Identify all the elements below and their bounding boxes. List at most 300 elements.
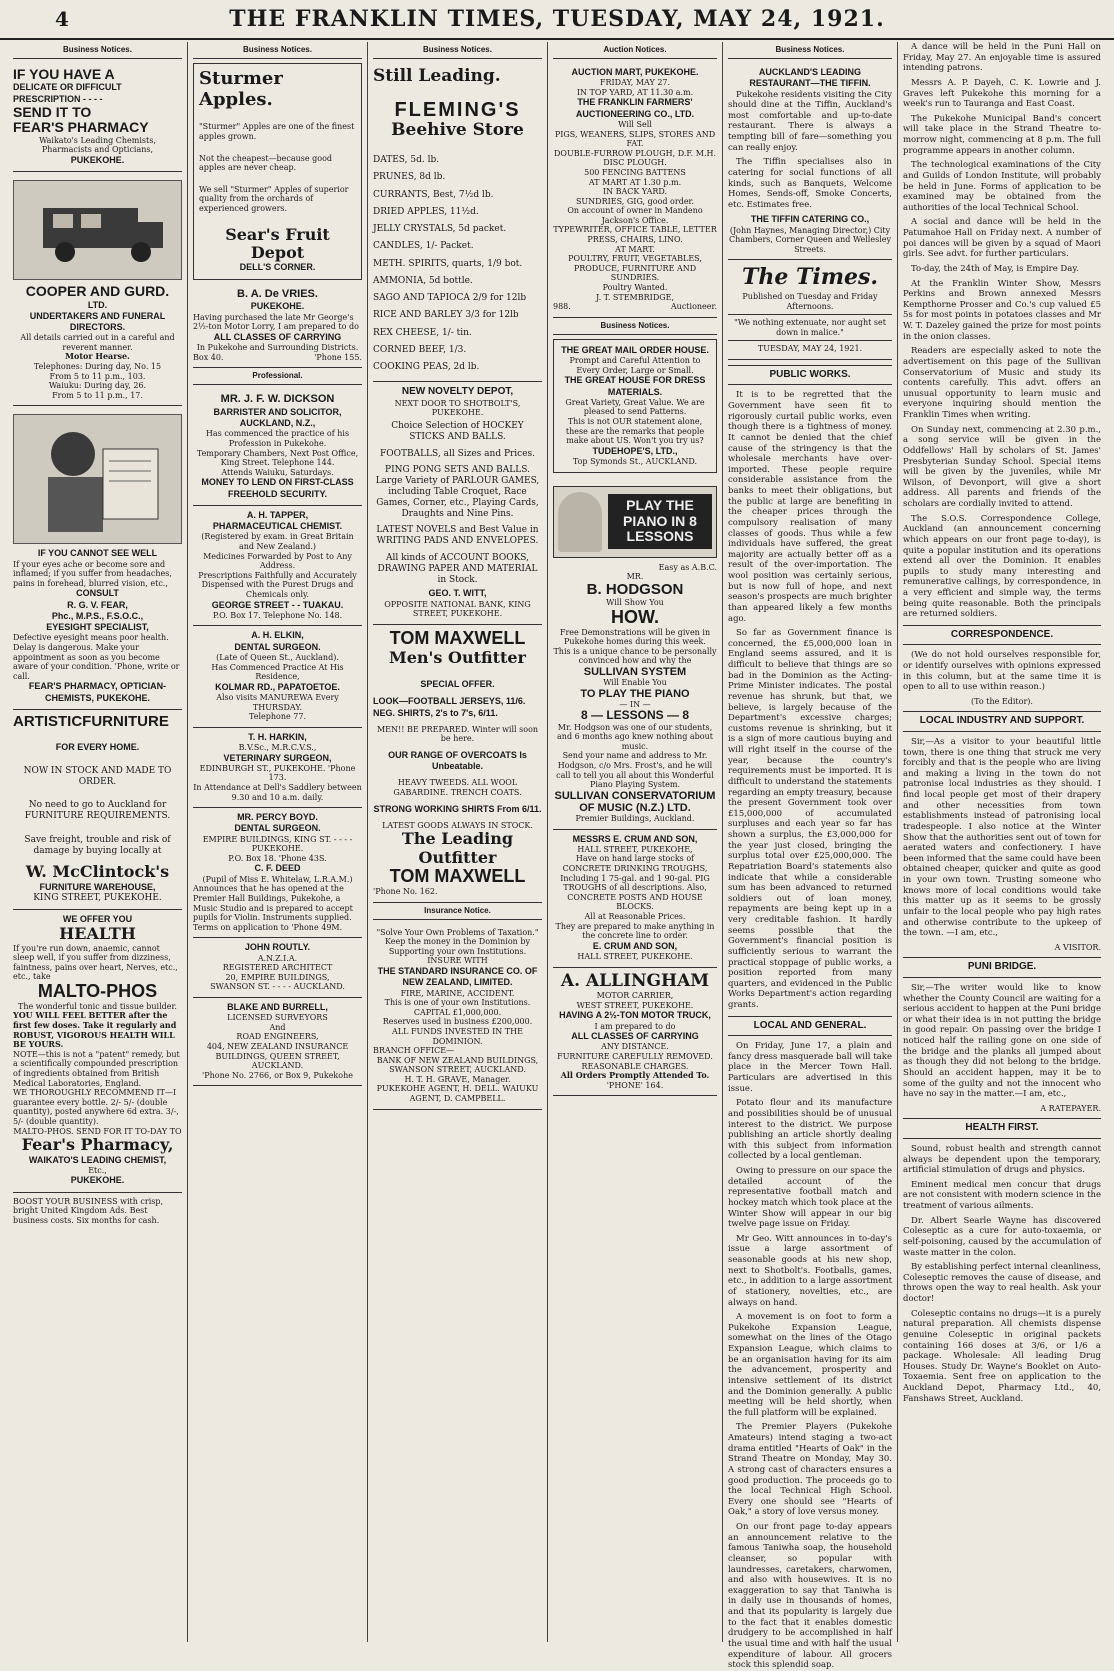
auction-list-item: AT MART AT 1.30 p.m.	[588, 177, 682, 187]
ad-text: P.O. Box 18. 'Phone 43S.	[228, 853, 327, 863]
article-heading: HEALTH FIRST.	[903, 1118, 1101, 1139]
ad-text: SPECIAL OFFER.	[420, 679, 495, 690]
ad-text: BANK OF NEW ZEALAND BUILDINGS, SWANSON STREET, AUCKLAND.	[376, 1055, 539, 1075]
ad-text: Has commenced the practice of his Profession in Pukekohe.	[205, 429, 350, 449]
auction-list-item: On account of owner in Mandeno Jackson's Office.	[567, 206, 703, 225]
column-2	[188, 42, 368, 1642]
ad-text: In Pukekohe and Surrounding Districts.	[196, 343, 359, 352]
ad-text: IN TOP YARD, AT 11.30 a.m.	[576, 87, 694, 97]
reader-illustration	[13, 414, 182, 544]
ad-heading: A. H. TAPPER,	[246, 509, 309, 520]
portrait-icon	[558, 492, 602, 552]
ad-text: From 5 to 11 p.m., 17.	[52, 390, 143, 400]
novelty-list-item: All kinds of ACCOUNT BOOKS, DRAWING PAPER AND MATERIAL in Stock.	[377, 553, 538, 585]
novelty-list-item: Choice Selection of HOCKEY STICKS AND BALLS.	[391, 421, 524, 442]
ad-heading: T. H. HARKIN,	[248, 731, 307, 742]
ad-text: Having purchased the late Mr George's 2½-ton Motor Lorry, I am prepared to do	[193, 312, 359, 332]
article-paragraph: The S.O.S. Correspondence College, Auckland (an announcement concerning which appears on our front page to-day), is quite a popular institution and its operations extend all over the Dominion. It enables pupils to study many interesting and remunerative callings, by correspondence, in a very efficient and simple way, the terms being quite reasonable. Both the principals are returned soldiers.	[903, 513, 1101, 620]
piano-lessons-ad	[553, 477, 717, 830]
ad-heading: GEO. T. WITT,	[428, 588, 487, 599]
ad-text: If you're run down, anaemic, cannot sleep well, if you suffer from dizziness, faintness, pains over heart, Nerves, etc., etc., take	[13, 943, 178, 982]
ad-text: ROAD ENGINEERS,	[236, 1032, 319, 1042]
ad-heading: Sear's Fruit Depot	[225, 224, 330, 262]
ad-text: Attends Waiuku, Saturdays.	[221, 467, 334, 477]
ad-heading: Still Leading.	[373, 66, 501, 86]
ad-subheading: DELICATE OR DIFFICULT PRESCRIPTION - - - -	[13, 82, 122, 104]
column-3	[368, 42, 548, 1642]
ad-heading: AUCKLAND'S LEADING RESTAURANT—THE TIFFIN.	[749, 67, 871, 89]
ad-text: Defective eyesight means poor health. Delay is dangerous. Make your appointment as soon as you become aware of your condition. 'Phone, write or call.	[13, 633, 180, 681]
article-paragraph: To-day, the 24th of May, is Empire Day.	[911, 263, 1079, 274]
ad-heading: W. McClintock's	[25, 862, 170, 882]
ad-text: P.O. Box 17. Telephone No. 148.	[212, 610, 343, 620]
column-6	[898, 42, 1106, 1642]
page-number: 4	[55, 7, 69, 31]
ad-subheading: LTD.	[87, 299, 108, 310]
section-header: Business Notices.	[373, 42, 542, 59]
section-header: Auction Notices.	[553, 42, 717, 59]
ad-text: (Late of Queen St., Auckland).	[216, 652, 339, 662]
ad-text: Will Show You	[606, 598, 664, 608]
ad-text: CONSULT	[76, 588, 119, 599]
ad-text: HAVING A 2½-TON MOTOR TRUCK,	[559, 1010, 711, 1021]
dickson-ad	[193, 389, 362, 506]
article-heading: LOCAL AND GENERAL.	[728, 1016, 892, 1037]
article-paragraph: Readers are especially asked to note the advertisement on this page of the Sullivan Conservatorium of Music and study its contents carefully. This advt. offers an unusual opportunity to learn music and everyone inquiring should mention the Franklin Times when writing.	[903, 346, 1101, 420]
ad-contact	[193, 353, 362, 363]
ad-text: A.N.Z.I.A.	[257, 953, 298, 963]
furniture-ad	[13, 710, 182, 910]
ad-text: (Pupil of Miss E. Whitelaw, L.R.A.M.)	[202, 874, 353, 884]
auction-list-item: SUNDRIES, GIG, good order.	[575, 196, 695, 206]
times-masthead	[728, 260, 892, 359]
ad-heading: MR. J. F. W. DICKSON	[220, 393, 335, 406]
letter-signature: A RATEPAYER.	[1040, 1103, 1101, 1113]
ad-text: PUKEKOHE AGENT, H. DELL. WAIUKU AGENT, D. CAMPBELL.	[376, 1084, 539, 1104]
auction-list-item: 500 FENCING BATTENS	[584, 167, 686, 177]
ad-text: 'Phone No. 2766, or Box 9, Pukekohe	[202, 1070, 353, 1080]
article-paragraph: Mr Geo. Witt announces in to-day's issue a large assortment of seasonable goods at his new shop, next to Shotbolt's. Footballs, games, etc., in addition to a large assortment of stationery, novelties, etc., are always on hand.	[728, 1233, 892, 1308]
newspaper-title: THE FRANKLIN TIMES, TUESDAY, MAY 24, 1921.	[229, 6, 885, 32]
article-paragraph: The Pukekohe Municipal Band's concert will take place in the Strand Theatre to-morrow night, commencing at 8 p.m. The full programme appears in another column.	[903, 113, 1101, 156]
ad-text: Motor Hearse.	[65, 351, 130, 362]
ad-text: Prompt and Careful Attention to Every Order, Large or Small.	[569, 356, 701, 375]
ad-text: WE THOROUGHLY RECOMMEND IT—I guarantee every bottle. 2/- 5/- (double quantity), posted anywhere 6d extra. 3/-, 5/- (double quantity).	[13, 1088, 179, 1126]
ad-heading: The Leading Outfitter	[401, 829, 514, 867]
auction-list-item: AT MART.	[615, 244, 655, 254]
novelty-depot-ad	[373, 382, 542, 624]
ad-text: 404, NEW ZEALAND INSURANCE BUILDINGS, QUEEN STREET, AUCKLAND.	[206, 1041, 349, 1071]
ad-heading: IF YOU CANNOT SEE WELL	[37, 548, 158, 559]
ad-text: FRIDAY, MAY 27.	[599, 78, 671, 88]
ad-heading: HOW.	[611, 606, 659, 627]
ad-text: FURNITURE WAREHOUSE,	[39, 881, 156, 892]
ad-subheading: UNDERTAKERS AND FUNERAL DIRECTORS.	[29, 310, 166, 332]
devries-ad	[193, 284, 362, 369]
ad-text: No need to go to Auckland for FURNITURE REQUIREMENTS.	[24, 800, 171, 822]
newspaper-columns	[8, 42, 1106, 1671]
auction-list-item: IN BACK YARD.	[602, 187, 668, 197]
ad-text: R. G. V. FEAR,	[67, 599, 128, 610]
editor-note: (We do not hold ourselves responsible for, or identify ourselves with opinions expressed in this column, but at the same time it is open to all to use within reason.)	[903, 650, 1101, 693]
ad-text: FURNITURE CAREFULLY REMOVED.	[557, 1051, 713, 1061]
piano-banner	[553, 486, 717, 558]
auction-list-item: POULTRY, FRUIT, VEGETABLES, PRODUCE, FURNITURE AND SUNDRIES.	[568, 254, 702, 283]
ad-text: Also visits MANUREWA Every THURSDAY.	[216, 692, 339, 712]
ad-text: Will Sell	[618, 119, 652, 129]
ad-text: EMPIRE BUILDINGS, KING ST. - - - - PUKEKOHE.	[202, 834, 353, 854]
ad-text: Phc., M.P.S., F.S.O.C.,	[51, 610, 144, 621]
eyesight-ad	[13, 406, 182, 710]
ad-text: If your eyes ache or become sore and inflamed; if you suffer from headaches, pains in forehead, blurred vision, etc.,	[13, 559, 172, 588]
ad-text: Not the cheapest—because good apples are never cheap.	[199, 153, 333, 173]
price-list-item: CANDLES, 1/- Packet.	[373, 241, 474, 252]
ad-text: Prescriptions Faithfully and Accurately Dispensed with the Purest Drugs and Chemicals only.	[198, 570, 357, 599]
ad-heading: B. A. De VRIES.	[237, 287, 318, 300]
article-paragraph: On Friday, June 17, a plain and fancy dress masquerade ball will take place in the Mercer Town Hall. Particulars are advertised in this issue.	[728, 1041, 892, 1094]
ad-text: LICENSED SURVEYORS	[227, 1013, 328, 1023]
ad-text: 'Phone No. 162.	[373, 887, 438, 897]
allingham-ad	[553, 968, 717, 1097]
ad-text: Keep the money in the Dominion by Supporting your own Institutions. INSURE WITH	[384, 937, 531, 966]
paper-motto: "We nothing extenuate, nor aught set down in malice."	[734, 318, 886, 337]
ad-text: THE FRANKLIN FARMERS' AUCTIONEERING CO., LTD.	[575, 97, 695, 119]
ad-text: BARRISTER AND SOLICITOR, AUCKLAND, N.Z.,	[213, 406, 342, 429]
ad-text: LOOK—FOOTBALL JERSEYS, 11/6.	[373, 696, 526, 707]
ad-text: NOW IN STOCK AND MADE TO ORDER.	[23, 765, 172, 787]
ad-text: H. T. H. GRAVE, Manager.	[404, 1074, 511, 1084]
novelty-list	[373, 418, 542, 588]
novelty-list-item: FOOTBALLS, all Sizes and Prices.	[379, 448, 536, 459]
hearse-illustration	[13, 180, 182, 280]
price-list-item: PRUNES, 8d lb.	[373, 172, 446, 183]
auction-list-item: Poultry Wanted.	[602, 283, 668, 293]
ad-text: "Sturmer" Apples are one of the finest apples grown.	[199, 122, 355, 141]
ad-text: I am prepared to do	[594, 1021, 676, 1031]
article-paragraph: A movement is on foot to form a Pukekohe Expansion League, somewhat on the lines of the Otago Expansion League, which claims to be an organisation having for its aim the advancement, prosperity and intensive settlement of its district and the Dominion generally. A public meeting will be held shortly, when the full platform will be explained.	[728, 1312, 892, 1418]
elkin-ad	[193, 626, 362, 727]
ad-heading: BLAKE AND BURRELL,	[227, 1001, 328, 1012]
blake-burrell-ad	[193, 998, 362, 1086]
tiffin-ad	[728, 63, 892, 260]
letter-paragraph: Sir,—The writer would like to know whether the County Council are waiting for a serious accident to happen at the Puni bridge or what their idea is in not putting the bridge in good repair. On passing over the bridge I noticed half the railing gone on one side of the bridge and the planks all jumped about as though they did not belong to the bridge. Should an accident happen, may it be to some of the guilty and not the innocent who have no say in the matter.—I am, etc.,	[903, 982, 1101, 1100]
issue-date: TUESDAY, MAY 24, 1921.	[757, 344, 863, 354]
ad-text: Premier Buildings, Auckland.	[575, 813, 695, 823]
ad-heading: SULLIVAN CONSERVATORIUM OF MUSIC (N.Z.) LTD.	[554, 789, 716, 814]
ad-text: This is a unique chance to be personally convinced how and why the	[553, 646, 717, 666]
column-5	[723, 42, 898, 1671]
article-paragraph: Potato flour and its manufacture and possibilities should be of unusual interest to the district. We purpose publishing an article shortly dealing with this subject from information collected by a local gentleman.	[728, 1098, 892, 1162]
ad-text: YOU WILL FEEL BETTER after the first few doses. Take it regularly and ROBUST, VIGOROUS HEALTH WILL BE YOURS.	[13, 1010, 177, 1050]
ad-heading: JOHN ROUTLY.	[244, 942, 311, 953]
ad-heading: Beehive Store	[391, 119, 524, 140]
ad-text: — IN —	[619, 699, 651, 709]
ad-text: We sell "Sturmer" Apples of superior quality from the orchards of experienced growers.	[199, 184, 349, 213]
article-paragraph: At the Franklin Winter Show, Messrs Perkins and Brown annexed Messrs Kempthorne Prosser and Co.'s cup valued £5 5s for most points in potatoes classes and Mr W. T. Dazeley gained the prize for most points in the onion classes.	[903, 278, 1101, 342]
ad-text: HEAVY TWEEDS. ALL WOOL GABARDINE. TRENCH COATS.	[393, 778, 522, 798]
letter-paragraph: Sir,—As a visitor to your beautiful little town, there is one thing that struck me very forcibly and that is the people who are living and making a living in the town do not patronise local industries as they should. I find local people get most of their drapery and other necessities from town establishments instead of patronising local tradespeople. I also notice at the Winter Show that the authorities sent out of town for aerated waters and confectionery. I have been informed that the same could have been obtained cheaper, quicker and quite as good in your own town. Trusting someone who knows more of local conditions would take this matter up as it seems to be grossly unfair to the local people who pay high rates and otherwise contribute to the upkeep of the town. —I am, etc.,	[903, 736, 1101, 939]
ad-heading: TOM MAXWELL	[389, 627, 526, 648]
ad-text: 'PHONE' 164.	[606, 1080, 664, 1090]
ad-text: NEG. SHIRTS, 2's to 7's, 6/11.	[373, 707, 498, 718]
ad-text: Great Variety, Great Value. We are pleased to send Patterns.	[565, 397, 705, 417]
column-4	[548, 42, 723, 1642]
price-list-item: COOKING PEAS, 2d lb.	[373, 362, 480, 373]
ad-text: MR.	[626, 572, 644, 582]
ad-heading: A. H. ELKIN,	[251, 630, 304, 641]
ad-heading: TOM MAXWELL	[389, 866, 526, 887]
piano-banner-text: PLAY THE PIANO IN 8 LESSONS	[608, 494, 712, 548]
section-header: Business Notices.	[193, 42, 362, 59]
ad-phone: 'Phone 155.	[314, 352, 362, 362]
ad-text: (John Haynes, Managing Director,) City Chambers, Corner Queen and Wellesley Streets.	[728, 225, 892, 254]
ad-heading: HEALTH	[59, 924, 136, 944]
ad-text: Pukekohe residents visiting the City should dine at the Tiffin, Auckland's most comfortable and up-to-date restaurant. There is always a tempting bill of fare—something you can really enjoy.	[728, 89, 892, 153]
ad-text: All Orders Promptly Attended To.	[560, 1070, 710, 1081]
ad-text: ALL CLASSES OF CARRYING	[213, 331, 342, 342]
crum-son-ad	[553, 830, 717, 968]
section-header: Business Notices.	[553, 318, 717, 335]
article-paragraph: By establishing perfect internal cleanliness, Coleseptic removes the cause of disease, and throws open the way to real health. Ask your doctor!	[903, 1262, 1101, 1305]
ad-text: All at Reasonable Prices.	[584, 911, 686, 921]
ad-heading: FEAR'S PHARMACY	[13, 119, 149, 136]
ad-text: HALL STREET, PUKEKOHE,	[577, 844, 693, 854]
article-paragraph: On our front page to-day appears an announcement relative to the famous Taniwha soap, the household cleanser, so popular with laundresses, caretakers, charwomen, and also with housewives. It is no exaggeration to say that Taniwha is in daily use in thousands of homes, and that its popularity is largely due to the fact that it enables domestic drudgery to be accomplished in half the usual time and with half the usual expenditure of labour. All grocers stock this splendid soap.	[728, 1522, 892, 1671]
ad-footer	[553, 302, 717, 312]
ad-heading: SULLIVAN SYSTEM	[583, 666, 687, 679]
article-paragraph: On Sunday next, commencing at 2.30 p.m., a song service will be given in the Oddfellows' Hall by scholars of St. James' Presbyterian Sunday School. Special items will be given by the juveniles, while Mr Wilson, of Devonport, will give a short address. All parents and friends of the scholars are cordially invited to attend.	[903, 424, 1101, 509]
ad-text: NOTE—this is not a "patent" remedy, but a scientifically compounded prescription of ingredients obtained from British Medical Laboratories, England.	[13, 1049, 180, 1088]
ad-text: GEORGE STREET - - TUAKAU.	[211, 599, 344, 610]
ad-text: SWANSON ST. - - - - AUCKLAND.	[210, 982, 345, 992]
ad-text: CONCRETE POSTS AND HOUSE BLOCKS.	[567, 892, 703, 912]
ad-heading: 8 — LESSONS — 8	[580, 708, 690, 723]
price-list-item: DRIED APPLES, 11½d.	[373, 206, 479, 217]
article-paragraph: The technological examinations of the City and Guilds of London Institute, will probably be held in June. Forms of application to be examined may be obtained from the authorities of the local Technical School.	[903, 160, 1101, 213]
harkin-ad	[193, 728, 362, 808]
ad-text: Temporary Chambers, Next Post Office, King Street. Telephone 144.	[196, 448, 359, 468]
ad-text: Waikato's Leading Chemists, Pharmacists and Opticians,	[39, 135, 156, 155]
ad-text: Reserves used in business £200,000.	[382, 1017, 533, 1027]
article-paragraph: Eminent medical men concur that drugs are not consistent with modern science in the treatment of various ailments.	[903, 1179, 1101, 1212]
price-list-item: RICE AND BARLEY 3/3 for 12lb	[373, 310, 519, 321]
ad-text: Etc.,	[88, 1165, 107, 1175]
insurance-ad	[373, 924, 542, 1110]
ad-ref: 988.	[553, 302, 571, 312]
ad-heading: MALTO-PHOS	[37, 981, 158, 1002]
ad-text: DELL'S CORNER.	[239, 262, 316, 273]
mail-order-ad	[553, 339, 717, 473]
ad-text: Telephones: During day, No. 15	[33, 362, 162, 372]
ad-text: Has Commenced Practice At His Residence,	[211, 662, 344, 682]
ad-text: And	[269, 1022, 286, 1032]
ad-text: MEN!! BE PREPARED. Winter will soon be here.	[376, 724, 539, 744]
ad-text: This is not OUR statement alone, these are the remarks that people make about US. Won't you try us?	[565, 416, 705, 446]
ad-heading: THE STANDARD INSURANCE CO. OF NEW ZEALAND, LIMITED.	[377, 966, 538, 988]
ad-text: WE OFFER YOU	[62, 914, 133, 925]
ad-text: Send your name and address to Mr. Hodgson, c/o Mrs. Frost's, and he will call to tell you all about this Wonderful Piano Playing System.	[556, 751, 714, 790]
letter-signature: A VISITOR.	[1054, 942, 1101, 952]
reading-man-icon	[23, 419, 173, 539]
ad-text: From 5 to 11 p.m., 103.	[49, 371, 146, 381]
article-heading: PUNI BRIDGE.	[903, 957, 1101, 978]
ad-heading: B. HODGSON	[586, 580, 684, 598]
ad-heading: SEND IT TO	[13, 103, 92, 120]
ad-text: VETERINARY SURGEON,	[223, 752, 332, 763]
ad-text: WAIKATO'S LEADING CHEMIST,	[28, 1154, 167, 1165]
ad-text: B.V.Sc., M.R.C.V.S.,	[238, 742, 317, 752]
column-1	[8, 42, 188, 1642]
article-paragraph: So far as Government finance is concerned, the £5,000,000 loan in England seems assured, and it is difficult to believe that things are so bad in the Dominion as the Acting-Prime Minister indicates. The postal revenue has shrunk, but that, we believe, is largely because of the Department's excessive charges; customs revenue is shrinking, but it is a sign of more cautious buying and will right itself in the course of the year, because the country's requirements must be imported. It is difficult to understand the statements regarding an empty treasury, because the present Government took over £15,000,000 of accumulated surpluses and each year so far has shown a surplus, the £3,000,000 for the year just closed, bringing the surplus total over £25,000,000. The Repatriation Board's statements also indicate that while a considerable sum has been advanced to returned soldiers out of loan money, repayments are being kept up in a very creditable fashion. It hardly seems possible that the Government's financial position is sufficiently serious to warrant the practical stoppage of public works, a position reported from many quarters, and evidenced in the Public Works Department's action regarding grants.	[728, 628, 892, 1010]
ad-heading: MR. PERCY BOYD.	[237, 812, 318, 823]
routly-ad	[193, 938, 362, 998]
article-paragraph: The Premier Players (Pukekohe Amateurs) intend staging a two-act drama entitled "Hearts of Oak" in the Strand Theatre on Monday, May 30. A strong cast of characters ensures a good production. The proceeds go to the local Technical High School. Every one should see "Hearts of Oak," a story of love versus money.	[728, 1422, 892, 1518]
ad-text: Save freight, trouble and risk of damage by buying locally at	[24, 834, 171, 856]
paper-name: The Times.	[741, 264, 879, 291]
section-header: Professional.	[193, 368, 362, 385]
ad-text: MALTO-PHOS. SEND FOR IT TO-DAY TO	[13, 1126, 182, 1136]
price-list-item: SAGO AND TAPIOCA 2/9 for 12lb	[373, 293, 527, 304]
ad-text: Medicines Forwarded by Post to Any Address.	[203, 551, 352, 571]
auction-list-item: PIGS, WEANERS, SLIPS, STORES AND FAT.	[554, 129, 716, 149]
ad-text: WEST STREET, PUKEKOHE.	[576, 1000, 694, 1010]
hearse-icon	[23, 190, 173, 270]
novelty-list-item: PING PONG SETS AND BALLS. Large Variety of PARLOUR GAMES, including Table Croquet, Race Games, Corner, etc., Playing Cards, Draughts and Nine Pins.	[375, 465, 540, 519]
tapper-ad	[193, 506, 362, 627]
ad-heading: THE TIFFIN CATERING CO.,	[750, 214, 870, 225]
ad-heading: Sturmer Apples.	[199, 68, 283, 110]
section-header: Business Notices.	[13, 42, 182, 59]
ad-footer: FEAR'S PHARMACY, OPTICIAN-CHEMISTS, PUKEKOHE.	[28, 681, 167, 703]
ad-text: STRONG WORKING SHIRTS From 6/11.	[373, 803, 542, 814]
ad-heading: COOPER AND GURD.	[25, 283, 170, 300]
ad-place: PUKEKOHE.	[70, 154, 125, 165]
article-paragraph: It is to be regretted that the Government have seen fit to rigorously curtail public works, even though there is a tightness of money. It cannot be denied that the chief cause of the stringency is that the wholesale merchants have over-imported. These people require considerable assistance from the banks to meet their obligations, but the public at large are benefiting in the cheaper prices through the compulsory realisation of many classes of goods. Thus while a few individuals have suffered, the great majority are actually better off as a result of the over-importation. The wool position was certainly serious, but is now full of hope, and next season's prospects are much brighter than appeared likely a few months ago.	[728, 390, 892, 624]
ad-text: PHARMACEUTICAL CHEMIST.	[212, 521, 343, 532]
ad-text: Will Enable You	[603, 678, 667, 688]
ad-text: Mr. Hodgson was one of our students, and 6 months ago knew nothing about music.	[557, 722, 713, 751]
ad-heading: NEW NOVELTY DEPOT,	[401, 386, 514, 398]
ad-text: EYESIGHT SPECIALIST,	[46, 622, 149, 633]
ad-text: HALL STREET, PUKEKOHE.	[577, 951, 693, 961]
tom-maxwell-ad	[373, 625, 542, 903]
price-list-item: CURRANTS, Best, 7½d lb.	[373, 189, 494, 200]
article-paragraph: A social and dance will be held in the Patumahoe Hall on Friday next. A number of poi dances will be given by a squad of Maori girls. See advt. for further particulars.	[903, 217, 1101, 260]
auction-list-item: DOUBLE-FURROW PLOUGH, D.F. M.H. DISC PLOUGH.	[553, 148, 717, 168]
malto-phos-ad	[13, 910, 182, 1193]
ad-text: Easy as A.B.C.	[658, 562, 717, 572]
ad-text: DENTAL SURGEON.	[234, 641, 321, 652]
ad-text: MOTOR CARRIER,	[596, 991, 674, 1001]
ad-heading: TUDEHOPE'S, LTD.,	[592, 445, 678, 456]
ad-text: (Registered by exam. in Great Britain and New Zealand.)	[201, 532, 354, 551]
ad-text: OUR RANGE OF OVERCOATS Is Unbeatable.	[388, 749, 527, 772]
ad-text: All details carried out in a careful and reverent manner.	[20, 333, 175, 352]
ad-text: OPPOSITE NATIONAL BANK, KING STREET, PUKEKOHE.	[384, 599, 531, 619]
ad-text: PUKEKOHE.	[70, 1175, 125, 1186]
fears-pharmacy-ad	[13, 63, 182, 172]
ad-heading: MESSRS E. CRUM AND SON,	[572, 833, 698, 844]
ad-text: Telephone 77.	[249, 712, 306, 722]
ad-text: ALL CLASSES OF CARRYING	[571, 1031, 699, 1042]
to-editor-line: (To the Editor).	[971, 696, 1033, 706]
ad-text: ALL FUNDS INVESTED IN THE DOMINION.	[392, 1026, 523, 1046]
ad-text: NEXT DOOR TO SHOTBOLT'S, PUKEKOHE.	[394, 398, 521, 418]
ad-text: This is one of your own Institutions.	[384, 998, 531, 1008]
ad-text: DENTAL SURGEON.	[234, 823, 321, 834]
ad-heading: TO PLAY THE PIANO	[580, 687, 690, 700]
ad-text: Free Demonstrations will be given in Pukekohe homes during this week.	[559, 627, 711, 647]
boost-notice: BOOST YOUR BUSINESS with crisp, bright United Kingdom Ads. Best business costs. Six months for cash.	[13, 1196, 164, 1225]
novelty-list-item: LATEST NOVELS and Best Value in WRITING PADS AND ENVELOPES.	[376, 525, 539, 547]
ad-box: Box 40.	[193, 352, 224, 362]
price-list-item: CORNED BEEF, 1/3.	[373, 344, 467, 355]
ad-heading: A. ALLINGHAM	[560, 970, 710, 991]
section-header: Insurance Notice.	[373, 903, 542, 920]
boyd-deed-ad	[193, 808, 362, 938]
article-heading: PUBLIC WORKS.	[728, 365, 892, 386]
ad-heading: C. F. DEED	[254, 863, 301, 874]
price-list-item: JELLY CRYSTALS, 5d packet.	[373, 224, 507, 235]
ad-text: KOLMAR RD., PAPATOETOE.	[215, 681, 340, 692]
ad-text: REGISTERED ARCHITECT	[222, 963, 333, 973]
article-paragraph: Owing to pressure on our space the detailed account of the representative football match and hockey match which took place at the Winter Show will appear in our big twelve page issue on Friday.	[728, 1166, 892, 1230]
article-paragraph: A dance will be held in the Puni Hall on Friday, May 27. An enjoyable time is assured intending patrons.	[903, 42, 1101, 74]
auction-ad	[553, 63, 717, 318]
ad-heading: ARTISTICFURNITURE	[13, 712, 169, 730]
ad-heading: THE GREAT HOUSE FOR DRESS MATERIALS.	[564, 375, 706, 397]
ad-heading: E. CRUM AND SON,	[592, 940, 678, 951]
section-header: Business Notices.	[728, 42, 892, 59]
article-paragraph: Coleseptic contains no drugs—it is a purely natural preparation. All chemists dispense genuine Coleseptic in original packets containing 166 doses at 3/6, or 1/6 a package. Wholesale: All leading Drug Houses. Study Dr. Wayne's Booklet on Auto-Toxaemia. Sent free on application to the Auckland Depot, Pharmacy Ltd., 40, Fanshaws Street, Auckland.	[903, 1308, 1101, 1404]
ad-text: REASONABLE CHARGES.	[581, 1061, 689, 1071]
ad-text: Announces that he has opened at the Premier Hall Buildings, Pukekohe, a Music Studio and is prepared to accept pupils for Violin. Instruments supplied. Terms on application to 'Phone 49M.	[193, 884, 353, 932]
ad-text: J. T. STEMBRIDGE,	[595, 292, 674, 302]
ad-text: They are prepared to make anything in the concrete line to order.	[555, 921, 715, 941]
ad-text: CAPITAL £1,000,000.	[413, 1007, 502, 1017]
ad-text: In Attendance at Dell's Saddlery between 9.30 and 10 a.m. daily.	[193, 783, 362, 802]
article-paragraph: Messrs A. P. Dayeh, C. K. Lowrie and J. Graves left Pukekohe this morning for a week's run to Tauranga and East Coast.	[903, 77, 1101, 110]
ad-text: BRANCH OFFICE—	[373, 1046, 455, 1056]
masthead	[0, 0, 1114, 40]
ad-text: Top Symonds St., AUCKLAND.	[572, 456, 698, 466]
ad-text: KING STREET, PUKEKOHE.	[33, 892, 162, 903]
price-list-item: AMMONIA, 5d bottle.	[373, 275, 473, 286]
price-list-item: DATES, 5d. lb.	[373, 155, 440, 166]
ad-heading: AUCTION MART, PUKEKOHE.	[571, 67, 699, 77]
auction-list	[553, 130, 717, 293]
article-heading: CORRESPONDENCE.	[903, 625, 1101, 646]
price-list-item: REX CHEESE, 1/- tin.	[373, 327, 472, 338]
auction-list-item: TYPEWRITER, OFFICE TABLE, LETTER PRESS, CHAIRS, LINO.	[553, 225, 717, 245]
ad-heading: Men's Outfitter	[389, 647, 526, 667]
ad-heading: Fear's Pharmacy,	[21, 1135, 174, 1155]
article-heading: LOCAL INDUSTRY AND SUPPORT.	[903, 711, 1101, 732]
ad-text: FIRE, MARINE, ACCIDENT.	[400, 988, 515, 998]
flemings-store-ad	[373, 63, 542, 382]
article-paragraph: Dr. Albert Searle Wayne has discovered Coleseptic as a cure for auto-toxaemia, or self-poisoning, caused by the accumulation of waste matter in the colon.	[903, 1215, 1101, 1258]
price-list	[373, 152, 542, 376]
ad-text: FOR EVERY HOME.	[55, 742, 140, 753]
ad-text: EDINBURGH ST., PUKEKOHE. 'Phone 173.	[199, 763, 356, 783]
ad-text: The Tiffin specialises also in catering for social functions of all kinds, such as Banquets, Welcome Homes, Sends-off, Smoke Concerts, etc. Estimates free.	[728, 157, 892, 210]
article-paragraph: Sound, robust health and strength cannot always be dependent upon the temporary, artificial stimulation of drugs and physics.	[903, 1143, 1101, 1176]
ad-role: Auctioneer.	[670, 302, 717, 312]
cooper-gurd-ad	[13, 172, 182, 406]
ad-text: MONEY TO LEND ON FIRST-CLASS FREEHOLD SECURITY.	[201, 477, 354, 499]
ad-text: 20, EMPIRE BUILDINGS,	[225, 972, 330, 982]
sturmer-apples-ad	[193, 63, 362, 280]
